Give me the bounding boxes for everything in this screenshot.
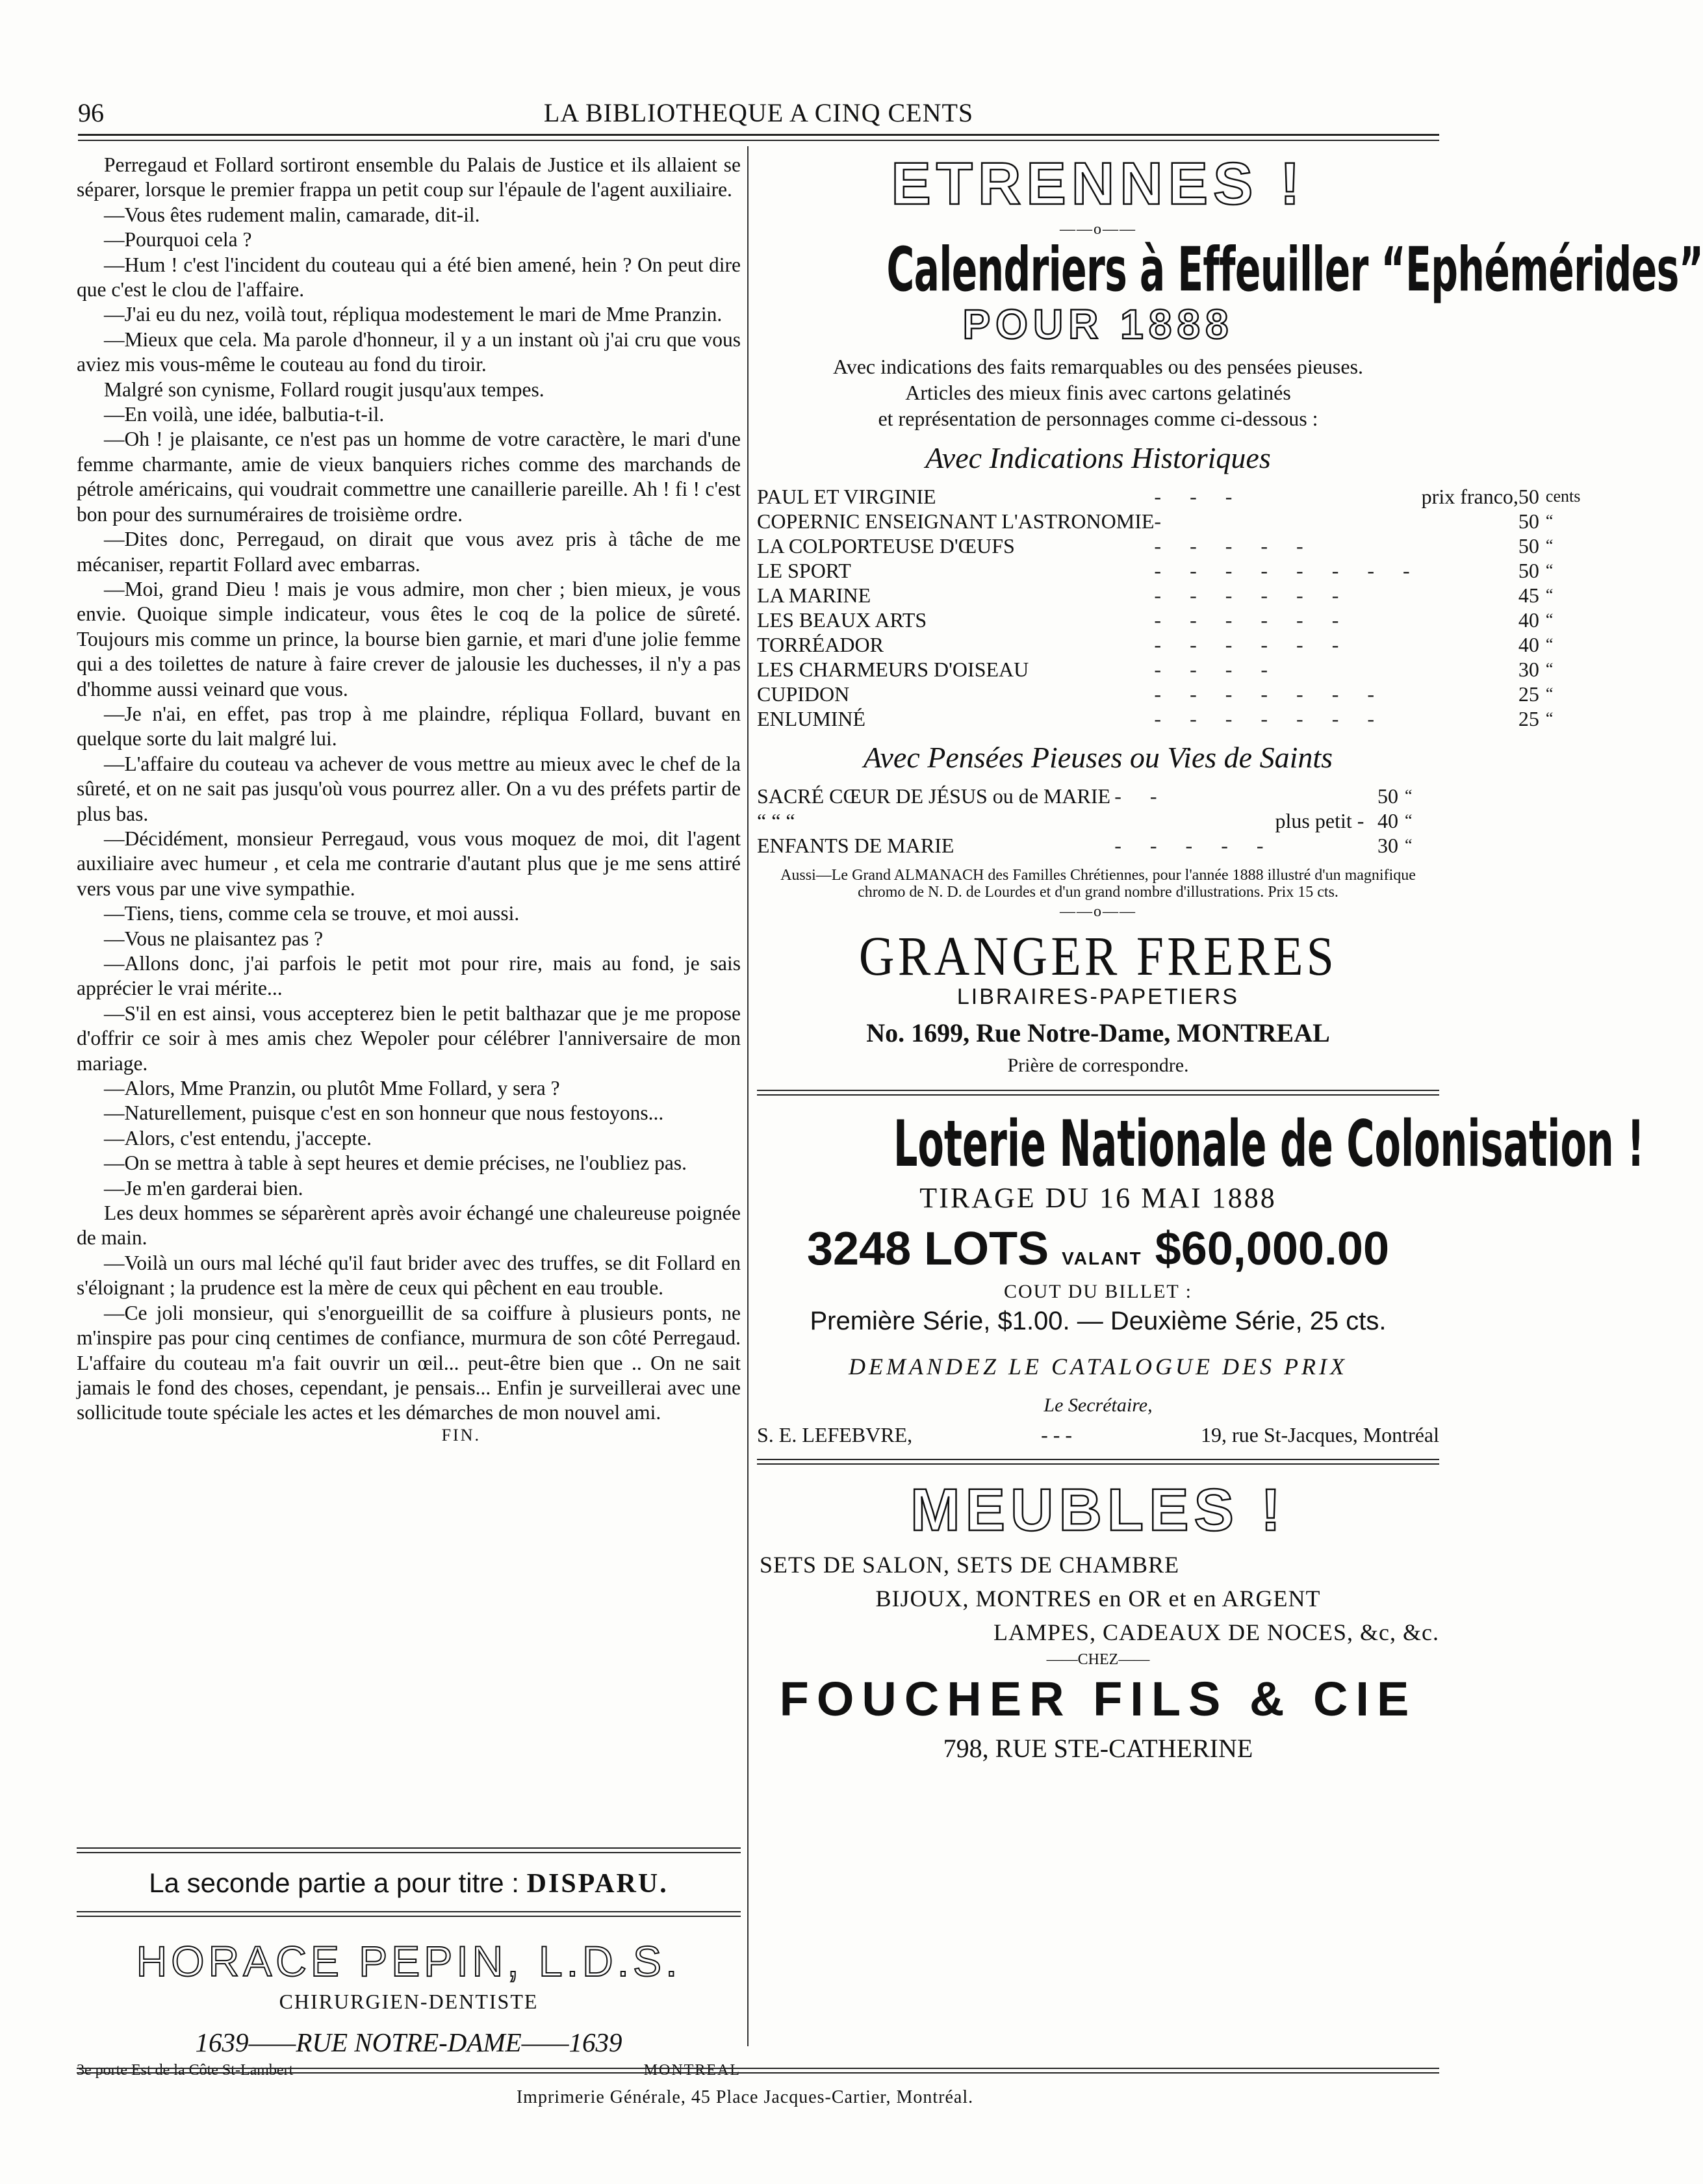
story-paragraph: —Dites donc, Perregaud, on dirait que vous avez pris à tâche de me mécaniser, repartit Follard avec embarras. [77, 528, 741, 576]
price-row [757, 682, 1580, 706]
item-dots: - - - - - - - [1154, 682, 1386, 706]
seconde-title: DISPARU. [526, 1869, 669, 1899]
separator: ——o—— [1060, 903, 1136, 920]
price-row [757, 833, 1439, 858]
section-historiques: Avec Indications Historiques [925, 441, 1271, 474]
price-row [757, 608, 1580, 632]
item-dots [1114, 808, 1275, 833]
item-dots: - - - - - [1154, 534, 1315, 558]
section-pensees: Avec Pensées Pieuses ou Vies de Saints [863, 741, 1333, 774]
story-paragraph: —Alors, Mme Pranzin, ou plutôt Mme Follard, y sera ? [104, 1077, 560, 1100]
price-list-pensees [757, 784, 1439, 858]
item-price: 30 [1518, 658, 1539, 681]
lefebvre-line [757, 1423, 1439, 1447]
item-extra [1422, 706, 1518, 731]
footer-rule [77, 2068, 1439, 2074]
item-extra [1275, 784, 1364, 808]
item-dots: - - - - - - [1154, 608, 1351, 632]
price-row [757, 533, 1580, 558]
item-price: 25 [1518, 682, 1539, 706]
price-row [757, 784, 1439, 808]
item-unit: “ [1545, 511, 1554, 530]
item-price: 30 [1377, 834, 1398, 857]
item-price: 50 [1377, 784, 1398, 808]
item-unit: “ [1545, 709, 1554, 728]
item-unit: cents [1545, 487, 1581, 506]
meubles-line-2: BIJOUX, MONTRES en OR et en ARGENT [875, 1586, 1321, 1612]
story-paragraph: —Pourquoi cela ? [104, 228, 252, 251]
story-end-mark: FIN. [441, 1425, 481, 1445]
story-paragraph: —En voilà, une idée, balbutia-t-il. [104, 403, 385, 426]
meubles-heading: MEUBLES ! [910, 1477, 1286, 1543]
seconde-prefix: La seconde partie a pour titre : [149, 1868, 519, 1898]
lefebvre-dots: - - - [1041, 1423, 1073, 1446]
divider-rule [757, 1459, 1439, 1465]
item-name: COPERNIC ENSEIGNANT L'ASTRONOMIE [757, 509, 1155, 533]
lots-valant: VALANT [1062, 1248, 1142, 1268]
item-price: 40 [1518, 608, 1539, 632]
item-extra [1422, 657, 1518, 682]
item-name: LA COLPORTEUSE D'ŒUFS [757, 534, 1015, 558]
item-name: ENLUMINÉ [757, 707, 866, 730]
item-unit: “ [1545, 635, 1554, 654]
divider-rule [757, 1090, 1439, 1096]
item-name: LA MARINE [757, 584, 871, 607]
item-name: “ “ “ [757, 809, 795, 832]
story-paragraph: —On se mettra à table à sept heures et demie précises, ne l'oubliez pas. [104, 1151, 687, 1175]
item-name: LE SPORT [757, 559, 851, 582]
item-name: PAUL ET VIRGINIE [757, 485, 936, 508]
pepin-address: 1639——RUE NOTRE-DAME——1639 [195, 2027, 622, 2057]
item-extra [1422, 558, 1518, 583]
story-paragraph: —Vous ne plaisantez pas ? [104, 927, 324, 950]
divider-rule [77, 1847, 741, 1853]
story-paragraph: —J'ai eu du nez, voilà tout, répliqua modestement le mari de Mme Pranzin. [104, 303, 723, 326]
item-dots: - - - - [1154, 658, 1280, 681]
imprint: Imprimerie Générale, 45 Place Jacques-Cartier, Montréal. [516, 2087, 974, 2107]
item-name: LES CHARMEURS D'OISEAU [757, 658, 1029, 681]
item-extra [1422, 533, 1518, 558]
price-row [757, 657, 1580, 682]
story-paragraph: —S'il en est ainsi, vous accepterez bien le petit balthazar que je me propose d'offrir ce soir à mes amis chez Wepoler pour célébrer l'anniversaire de mon mariage. [77, 1001, 741, 1075]
foucher-address: 798, RUE STE-CATHERINE [943, 1734, 1253, 1763]
item-dots: - - [1114, 784, 1169, 808]
story-column [77, 153, 741, 1445]
intro-line-1: Avec indications des faits remarquables ou des pensées pieuses. [832, 355, 1364, 378]
granger-priere: Prière de correspondre. [1007, 1055, 1189, 1076]
item-price: 45 [1518, 584, 1539, 607]
ticket-series: Première Série, $1.00. — Deuxième Série, 25 cts. [810, 1307, 1387, 1335]
tirage-date: TIRAGE DU 16 MAI 1888 [919, 1182, 1277, 1214]
price-row [757, 706, 1580, 731]
item-extra: prix franco, [1421, 485, 1518, 508]
item-price: 50 [1518, 509, 1539, 533]
price-row [757, 558, 1580, 583]
story-paragraph: —Hum ! c'est l'incident du couteau qui a été bien amené, hein ? On peut dire que c'est le clou de l'affaire. [77, 253, 741, 302]
story-paragraph: —Alors, c'est entendu, j'accepte. [104, 1126, 372, 1150]
story-paragraph: —Allons donc, j'ai parfois le petit mot pour rire, mais au fond, je sais apprécier le vrai mérite... [77, 952, 741, 1000]
item-price: 50 [1518, 534, 1539, 558]
item-extra [1422, 632, 1518, 657]
lots-line [757, 1222, 1439, 1276]
item-name: TORRÉADOR [757, 633, 884, 656]
separator: ——o—— [1060, 221, 1136, 238]
advertisements-column [757, 146, 1703, 1764]
story-paragraph: —Moi, grand Dieu ! mais je vous admire, mon cher ; bien mieux, je vous envie. Quoique simple indicateur, vous êtes le coq de la police de sûreté. Toujours mis comme un prince, la bourse bien garnie, et mari d'une jolie femme qui a des toilettes de nature à faire crever de jalousie les duchesses, il n'y a pas d'homme aussi veinard que vous. [77, 577, 741, 700]
pepin-name: HORACE PEPIN, L.D.S. [136, 1937, 682, 1985]
lefebvre-name: S. E. LEFEBVRE, [757, 1423, 913, 1446]
granger-address: No. 1699, Rue Notre-Dame, MONTREAL [866, 1018, 1330, 1047]
item-dots: - - - - - - [1154, 584, 1351, 607]
header-rule [78, 134, 1439, 141]
granger-trade: LIBRAIRES-PAPETIERS [956, 984, 1240, 1009]
calendriers-heading: Calendriers à Effeuiller “Ephémérides” [886, 235, 1703, 305]
page-header [78, 97, 1439, 136]
story-paragraph: —Ce joli monsieur, qui s'enorgueillit de sa coiffure à plusieurs ponts, ne m'inspire pas pour cinq centimes de confiance, murmura de son côté Perregaud. L'affaire du couteau m'a fait ouvrir un œil... peut-être bien que .. On ne sait jamais le fond des choses, cependant, je pensais... Enfin je surveillerai avec une sollicitude toute spéciale les actes et les démarches de mon nouvel ami. [77, 1301, 741, 1424]
story-paragraph: —Décidément, monsieur Perregaud, vous vous moquez de moi, dit l'agent auxiliaire avec humeur , et cela me contrarie d'autant plus que je me sens attiré vers vous par une vive sympathie. [77, 827, 741, 900]
item-dots: - - - - - - [1154, 633, 1351, 656]
item-unit: “ [1405, 836, 1413, 854]
item-unit: “ [1545, 610, 1554, 629]
pour-year-heading: POUR 1888 [962, 301, 1234, 348]
foucher-name: FOUCHER FILS & CIE [779, 1672, 1417, 1726]
price-list-historiques [757, 484, 1580, 731]
meubles-line-3: LAMPES, CADEAUX DE NOCES, &c, &c. [993, 1619, 1439, 1645]
seconde-partie-notice [77, 1847, 741, 1917]
catalogue-request: DEMANDEZ LE CATALOGUE DES PRIX [849, 1354, 1348, 1380]
story-paragraph: —Tiens, tiens, comme cela se trouve, et moi aussi. [104, 902, 520, 925]
item-unit: “ [1405, 811, 1413, 830]
item-extra [1275, 833, 1364, 858]
story-paragraph: Perregaud et Follard sortiront ensemble du Palais de Justice et ils allaient se séparer, lorsque le premier frappa un petit coup sur l'épaule de l'agent auxiliaire. [77, 153, 741, 201]
item-unit: “ [1545, 561, 1554, 580]
item-dots: - - - - - - - [1154, 707, 1386, 730]
price-row [757, 583, 1580, 608]
etrennes-intro [757, 353, 1439, 431]
story-paragraph: —Vous êtes rudement malin, camarade, dit-il. [104, 203, 480, 226]
pepin-role: CHIRURGIEN-DENTISTE [279, 1990, 539, 2013]
item-unit: “ [1545, 684, 1554, 703]
story-paragraph: Malgré son cynisme, Follard rougit jusqu'aux tempes. [104, 378, 544, 401]
pepin-city: MONTREAL [643, 2062, 741, 2079]
divider-rule [77, 1911, 741, 1917]
story-paragraph: —Voilà un ours mal léché qu'il faut brider avec des truffes, se dit Follard en s'éloignant ; la prudence est la mère de ceux qui pêchent en eau trouble. [77, 1251, 741, 1300]
almanach-note: Aussi—Le Grand ALMANACH des Familles Chrétiennes, pour l'année 1888 illustré d'un magnifique chromo de N. D. de Lourdes et d'un grand nombre d'illustrations. Prix 15 cts. [780, 867, 1416, 901]
item-price: 40 [1518, 633, 1539, 656]
publication-title: LA BIBLIOTHEQUE A CINQ CENTS [543, 98, 974, 127]
story-paragraph: —Mieux que cela. Ma parole d'honneur, il y a un instant où j'ai cru que vous aviez mis vous-même le couteau au fond du tiroir. [77, 328, 741, 376]
pepin-detail: 3e porte Est de la Côte St-Lambert [77, 2062, 294, 2079]
item-unit: “ [1545, 536, 1554, 555]
intro-line-3: et représentation de personnages comme ci-dessous : [878, 407, 1318, 430]
item-name: CUPIDON [757, 682, 850, 706]
story-paragraph: Les deux hommes se séparèrent après avoir échangé une chaleureuse poignée de main. [77, 1201, 741, 1250]
item-dots: - [1154, 509, 1173, 533]
story-paragraph: —L'affaire du couteau va achever de vous mettre au mieux avec le chef de la sûreté, et on ne sait pas jusqu'où vous pourrez aller. On a vu des préfets partir de plus bas. [77, 752, 741, 825]
price-row [757, 509, 1580, 533]
item-extra: plus petit - [1275, 809, 1364, 832]
item-extra [1422, 608, 1518, 632]
story-paragraph: —Oh ! je plaisante, ce n'est pas un homme de votre caractère, le mari d'une femme charmante, amie de vieux banquiers riches comme des marchands de pétrole américains, qui voudrait commettre une canaillerie pareille. Ah ! fi ! c'est bon pour des surnuméraires de troisième ordre. [77, 428, 741, 526]
page-number: 96 [78, 98, 104, 127]
story-paragraph: —Je n'ai, en effet, pas trop à me plaindre, répliqua Follard, buvant en quelque sorte du lait malgré lui. [77, 702, 741, 751]
item-unit: “ [1545, 660, 1554, 678]
item-unit: “ [1405, 786, 1413, 805]
item-name: SACRÉ CŒUR DE JÉSUS ou de MARIE [757, 784, 1111, 808]
etrennes-heading: ETRENNES ! [891, 151, 1305, 217]
item-extra [1422, 583, 1518, 608]
item-unit: “ [1545, 585, 1554, 604]
price-row [757, 808, 1439, 833]
secretaire-label: Le Secrétaire, [1044, 1394, 1153, 1416]
column-divider [747, 146, 749, 2046]
lots-count: 3248 LOTS [806, 1223, 1049, 1275]
item-extra [1422, 682, 1518, 706]
item-price: 50 [1518, 485, 1539, 508]
item-price: 50 [1518, 559, 1539, 582]
item-dots: - - - - - - - - [1154, 559, 1422, 582]
item-name: ENFANTS DE MARIE [757, 834, 954, 857]
item-extra [1422, 509, 1518, 533]
story-paragraph: —Naturellement, puisque c'est en son honneur que nous festoyons... [104, 1101, 664, 1125]
lefebvre-address: 19, rue St-Jacques, Montréal [1200, 1423, 1439, 1446]
price-row [757, 484, 1580, 509]
item-dots: - - - [1154, 485, 1244, 508]
item-name: LES BEAUX ARTS [757, 608, 927, 632]
loterie-heading: Loterie Nationale de Colonisation ! [893, 1107, 1645, 1181]
intro-line-2: Articles des mieux finis avec cartons gelatinés [905, 381, 1291, 404]
pepin-advertisement [77, 1923, 741, 2079]
lots-value: $60,000.00 [1155, 1223, 1390, 1275]
cout-billet: COUT DU BILLET : [1003, 1281, 1193, 1302]
granger-name: GRANGER FRERES [858, 925, 1338, 987]
story-text [77, 153, 741, 1426]
seconde-partie-line [77, 1868, 741, 1899]
price-row [757, 632, 1580, 657]
item-price: 25 [1518, 707, 1539, 730]
story-paragraph: —Je m'en garderai bien. [104, 1176, 303, 1200]
meubles-line-1: SETS DE SALON, SETS DE CHAMBRE [760, 1552, 1180, 1578]
chez-label: ——CHEZ—— [1046, 1651, 1150, 1668]
item-dots: - - - - - [1114, 834, 1275, 857]
item-price: 40 [1377, 809, 1398, 832]
